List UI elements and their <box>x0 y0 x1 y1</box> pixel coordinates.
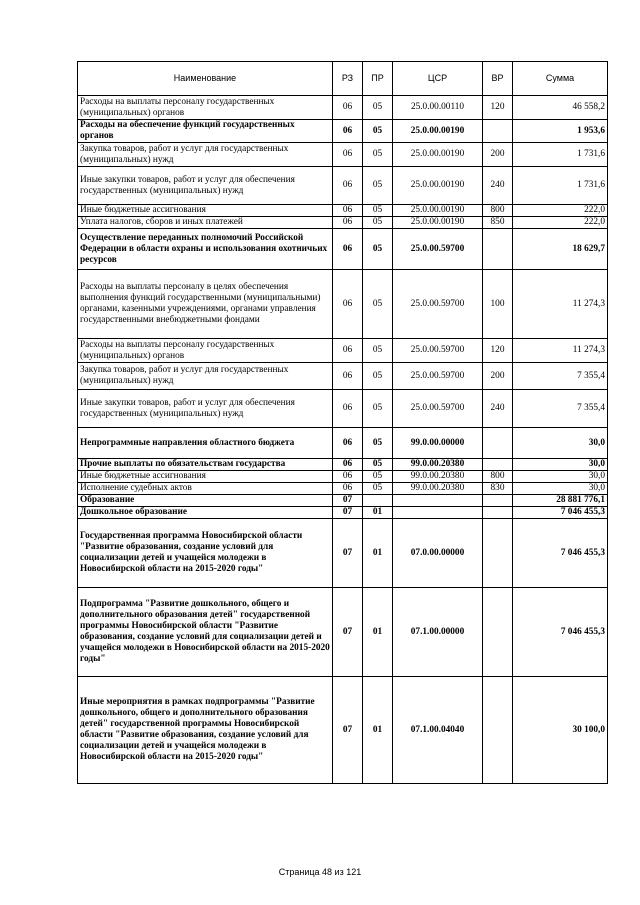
cell-sum: 7 355,4 <box>513 363 608 390</box>
cell-rz: 06 <box>333 471 363 483</box>
cell-name: Дошкольное образование <box>78 507 333 519</box>
cell-csr: 07.0.00.00000 <box>393 519 483 588</box>
table-row <box>78 471 608 483</box>
cell-vr: 200 <box>483 143 513 167</box>
cell-csr: 25.0.00.59700 <box>393 339 483 363</box>
cell-sum: 30,0 <box>513 428 608 459</box>
cell-sum: 222,0 <box>513 217 608 229</box>
cell-pr: 05 <box>363 96 393 120</box>
cell-vr: 120 <box>483 96 513 120</box>
header-pr: ПР <box>363 62 393 96</box>
cell-rz: 06 <box>333 143 363 167</box>
cell-csr: 25.0.00.00190 <box>393 205 483 217</box>
cell-pr: 05 <box>363 205 393 217</box>
cell-name: Расходы на выплаты персоналу в целях обеспечения выполнения функций государственными (муниципальными) органами, казенными учреждениями, органами управления государственными внебюджетными фондами <box>78 270 333 339</box>
page-number: Страница 48 из 121 <box>278 867 362 877</box>
cell-sum: 7 046 455,3 <box>513 519 608 588</box>
table-header-row <box>78 62 608 96</box>
cell-pr: 01 <box>363 519 393 588</box>
header-vr: ВР <box>483 62 513 96</box>
table-row <box>78 483 608 495</box>
cell-name: Расходы на выплаты персоналу государственных (муниципальных) органов <box>78 96 333 120</box>
table-row <box>78 217 608 229</box>
cell-csr: 99.0.00.00000 <box>393 428 483 459</box>
cell-pr: 01 <box>363 588 393 677</box>
cell-vr: 850 <box>483 217 513 229</box>
cell-csr: 25.0.00.00110 <box>393 96 483 120</box>
cell-name: Иные закупки товаров, работ и услуг для обеспечения государственных (муниципальных) нужд <box>78 167 333 205</box>
cell-sum: 7 046 455,3 <box>513 507 608 519</box>
cell-csr: 25.0.00.00190 <box>393 167 483 205</box>
cell-vr <box>483 428 513 459</box>
cell-pr: 05 <box>363 229 393 270</box>
cell-vr <box>483 495 513 507</box>
cell-sum: 7 355,4 <box>513 390 608 428</box>
cell-sum: 30 100,0 <box>513 677 608 784</box>
cell-pr: 01 <box>363 677 393 784</box>
cell-sum: 28 881 776,1 <box>513 495 608 507</box>
cell-vr <box>483 229 513 270</box>
cell-name: Прочие выплаты по обязательствам государства <box>78 459 333 471</box>
table-row <box>78 270 608 339</box>
table-body <box>78 96 608 784</box>
cell-sum: 30,0 <box>513 471 608 483</box>
table-row <box>78 677 608 784</box>
cell-name: Расходы на выплаты персоналу государственных (муниципальных) органов <box>78 339 333 363</box>
cell-name: Исполнение судебных актов <box>78 483 333 495</box>
cell-csr: 25.0.00.59700 <box>393 390 483 428</box>
cell-rz: 07 <box>333 677 363 784</box>
header-name: Наименование <box>78 62 333 96</box>
cell-rz: 06 <box>333 428 363 459</box>
cell-name: Закупка товаров, работ и услуг для государственных (муниципальных) нужд <box>78 363 333 390</box>
cell-sum: 30,0 <box>513 483 608 495</box>
table-row <box>78 519 608 588</box>
cell-sum: 30,0 <box>513 459 608 471</box>
cell-vr: 200 <box>483 363 513 390</box>
cell-pr: 05 <box>363 390 393 428</box>
cell-csr: 99.0.00.20380 <box>393 483 483 495</box>
cell-name: Государственная программа Новосибирской области "Развитие образования, создание условий для социализации детей и учащейся молодежи в Новосибирской области на 2015-2020 годы" <box>78 519 333 588</box>
cell-name: Подпрограмма "Развитие дошкольного, общего и дополнительного образования детей" государственной программы Новосибирской области "Развитие образования, создание условий для социализации детей и учащейся молодежи в Новосибирской области на 2015-2020 годы" <box>78 588 333 677</box>
cell-vr <box>483 459 513 471</box>
cell-vr: 100 <box>483 270 513 339</box>
cell-rz: 07 <box>333 495 363 507</box>
cell-rz: 07 <box>333 507 363 519</box>
cell-pr <box>363 495 393 507</box>
cell-vr <box>483 588 513 677</box>
cell-sum: 7 046 455,3 <box>513 588 608 677</box>
cell-csr: 25.0.00.00190 <box>393 120 483 143</box>
header-rz: РЗ <box>333 62 363 96</box>
cell-csr: 99.0.00.20380 <box>393 459 483 471</box>
cell-csr: 25.0.00.59700 <box>393 229 483 270</box>
cell-pr: 05 <box>363 363 393 390</box>
cell-sum: 46 558,2 <box>513 96 608 120</box>
cell-rz: 06 <box>333 339 363 363</box>
cell-sum: 1 731,6 <box>513 143 608 167</box>
cell-rz: 06 <box>333 167 363 205</box>
table-row <box>78 205 608 217</box>
cell-pr: 01 <box>363 507 393 519</box>
cell-csr: 25.0.00.00190 <box>393 217 483 229</box>
table-row <box>78 390 608 428</box>
cell-rz: 06 <box>333 270 363 339</box>
table-row <box>78 143 608 167</box>
cell-name: Иные закупки товаров, работ и услуг для обеспечения государственных (муниципальных) нужд <box>78 390 333 428</box>
cell-vr: 830 <box>483 483 513 495</box>
cell-pr: 05 <box>363 339 393 363</box>
cell-vr: 800 <box>483 471 513 483</box>
cell-csr: 99.0.00.20380 <box>393 471 483 483</box>
budget-table <box>77 61 608 784</box>
header-csr: ЦСР <box>393 62 483 96</box>
cell-pr: 05 <box>363 483 393 495</box>
cell-csr: 25.0.00.59700 <box>393 270 483 339</box>
cell-vr: 240 <box>483 167 513 205</box>
cell-rz: 06 <box>333 390 363 428</box>
cell-sum: 1 731,6 <box>513 167 608 205</box>
cell-name: Закупка товаров, работ и услуг для государственных (муниципальных) нужд <box>78 143 333 167</box>
cell-csr <box>393 507 483 519</box>
cell-rz: 06 <box>333 229 363 270</box>
cell-rz: 06 <box>333 459 363 471</box>
cell-rz: 07 <box>333 588 363 677</box>
table-row <box>78 507 608 519</box>
cell-rz: 06 <box>333 217 363 229</box>
table-row <box>78 459 608 471</box>
cell-sum: 11 274,3 <box>513 270 608 339</box>
cell-rz: 06 <box>333 205 363 217</box>
cell-name: Осуществление переданных полномочий Российской Федерации в области охраны и использования охотничьих ресурсов <box>78 229 333 270</box>
cell-pr: 05 <box>363 428 393 459</box>
cell-pr: 05 <box>363 143 393 167</box>
cell-vr <box>483 677 513 784</box>
table-row <box>78 428 608 459</box>
cell-pr: 05 <box>363 459 393 471</box>
cell-name: Непрограммные направления областного бюджета <box>78 428 333 459</box>
cell-rz: 06 <box>333 96 363 120</box>
cell-rz: 06 <box>333 120 363 143</box>
cell-sum: 18 629,7 <box>513 229 608 270</box>
cell-name: Иные мероприятия в рамках подпрограммы "Развитие дошкольного, общего и дополнительного образования детей" государственной программы Новосибирской области "Развитие образования, создание условий для социализации детей и учащейся молодежи в Новосибирской области на 2015-2020 годы" <box>78 677 333 784</box>
cell-name: Расходы на обеспечение функций государственных органов <box>78 120 333 143</box>
cell-sum: 1 953,6 <box>513 120 608 143</box>
cell-pr: 05 <box>363 167 393 205</box>
cell-pr: 05 <box>363 270 393 339</box>
cell-vr <box>483 120 513 143</box>
cell-vr <box>483 507 513 519</box>
cell-vr: 800 <box>483 205 513 217</box>
table-row <box>78 363 608 390</box>
cell-csr: 25.0.00.59700 <box>393 363 483 390</box>
cell-rz: 06 <box>333 363 363 390</box>
cell-csr: 07.1.00.04040 <box>393 677 483 784</box>
table-row <box>78 495 608 507</box>
table-row <box>78 120 608 143</box>
cell-sum: 11 274,3 <box>513 339 608 363</box>
cell-rz: 06 <box>333 483 363 495</box>
cell-name: Образование <box>78 495 333 507</box>
cell-pr: 05 <box>363 217 393 229</box>
table-row <box>78 96 608 120</box>
cell-vr: 240 <box>483 390 513 428</box>
header-sum: Сумма <box>513 62 608 96</box>
cell-rz: 07 <box>333 519 363 588</box>
cell-name: Уплата налогов, сборов и иных платежей <box>78 217 333 229</box>
cell-csr: 07.1.00.00000 <box>393 588 483 677</box>
table-row <box>78 229 608 270</box>
cell-vr <box>483 519 513 588</box>
cell-csr <box>393 495 483 507</box>
cell-csr: 25.0.00.00190 <box>393 143 483 167</box>
cell-pr: 05 <box>363 120 393 143</box>
cell-name: Иные бюджетные ассигнования <box>78 471 333 483</box>
cell-sum: 222,0 <box>513 205 608 217</box>
cell-name: Иные бюджетные ассигнования <box>78 205 333 217</box>
table-row <box>78 588 608 677</box>
table-row <box>78 167 608 205</box>
table-row <box>78 339 608 363</box>
cell-vr: 120 <box>483 339 513 363</box>
cell-pr: 05 <box>363 471 393 483</box>
